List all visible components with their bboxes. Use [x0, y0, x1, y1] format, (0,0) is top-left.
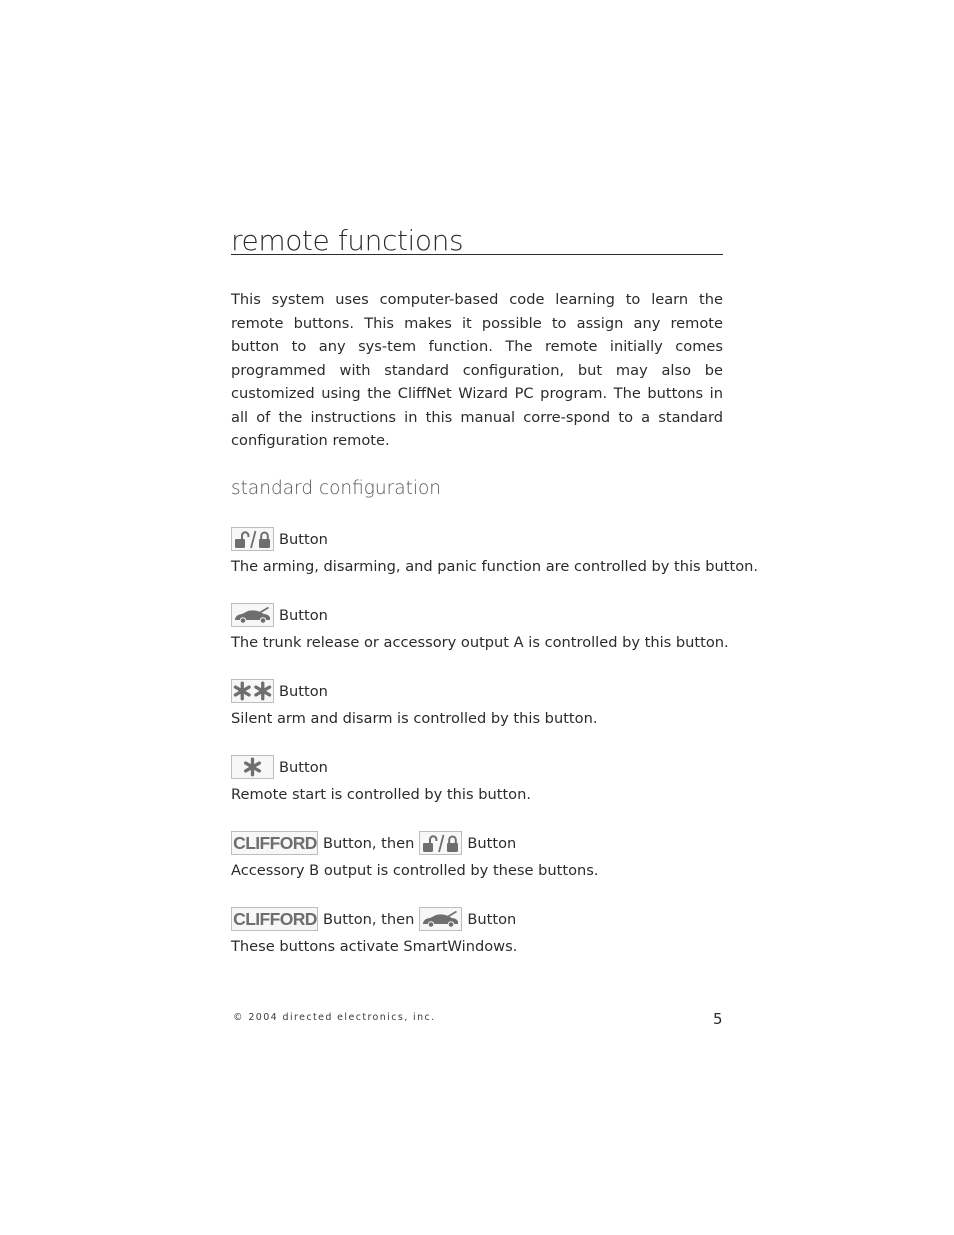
- intro-paragraph: This system uses computer-based code learning to learn the remote buttons. This makes it possible to assign any remote button to any sys-tem function. The remote initially comes programmed with standard configuration, but may also be customized using the CliffNet Wizard PC program. The buttons in all of the instructions in this manual corre-spond to a standard configuration remote.: [231, 291, 723, 449]
- button-line: [231, 830, 731, 856]
- button-entry-silent: [231, 678, 731, 729]
- double-asterisk-icon: [231, 679, 274, 703]
- button-description: Accessory B output is controlled by these buttons.: [231, 862, 599, 879]
- car-trunk-icon: [419, 907, 462, 931]
- button-label: Button: [279, 530, 328, 548]
- button-line: [231, 602, 731, 628]
- button-label: Button: [467, 910, 517, 928]
- button-line: [231, 754, 731, 780]
- button-description: The trunk release or accessory output A is controlled by this button.: [231, 634, 729, 651]
- asterisk-icon: [231, 755, 274, 779]
- lock-unlock-icon: [419, 831, 462, 855]
- button-label: Button: [279, 606, 328, 624]
- car-trunk-icon: [231, 603, 274, 627]
- clifford-logo-text: CLIFFORD: [232, 909, 317, 929]
- button-description: These buttons activate SmartWindows.: [231, 938, 518, 955]
- button-entry-arm-disarm: [231, 526, 759, 577]
- page-title-rule: [231, 222, 723, 255]
- button-label: Button: [279, 682, 328, 700]
- button-description: Remote start is controlled by this button.: [231, 786, 531, 803]
- button-label-first: Button, then: [323, 834, 415, 852]
- button-entry-remote-start: [231, 754, 731, 805]
- button-label: Button: [467, 834, 517, 852]
- footer-copyright: © 2004 directed electronics, inc.: [233, 1012, 436, 1023]
- button-entry-trunk: [231, 602, 731, 653]
- section-heading: standard configuration: [231, 478, 442, 499]
- button-line: [231, 526, 731, 552]
- clifford-logo-icon: [231, 907, 318, 931]
- button-description: Silent arm and disarm is controlled by this button.: [231, 710, 598, 727]
- button-line: [231, 906, 731, 932]
- page-number: 5: [713, 1010, 723, 1028]
- clifford-logo-text: CLIFFORD: [232, 833, 317, 853]
- button-entry-accessory-b: [231, 830, 731, 881]
- page-title: remote functions: [231, 224, 464, 257]
- button-label-first: Button, then: [323, 910, 415, 928]
- button-line: [231, 678, 731, 704]
- clifford-logo-icon: [231, 831, 318, 855]
- button-label: Button: [279, 758, 328, 776]
- button-description: The arming, disarming, and panic function are controlled by this button.: [231, 558, 759, 575]
- button-entry-smartwindows: [231, 906, 731, 957]
- lock-unlock-icon: [231, 527, 274, 551]
